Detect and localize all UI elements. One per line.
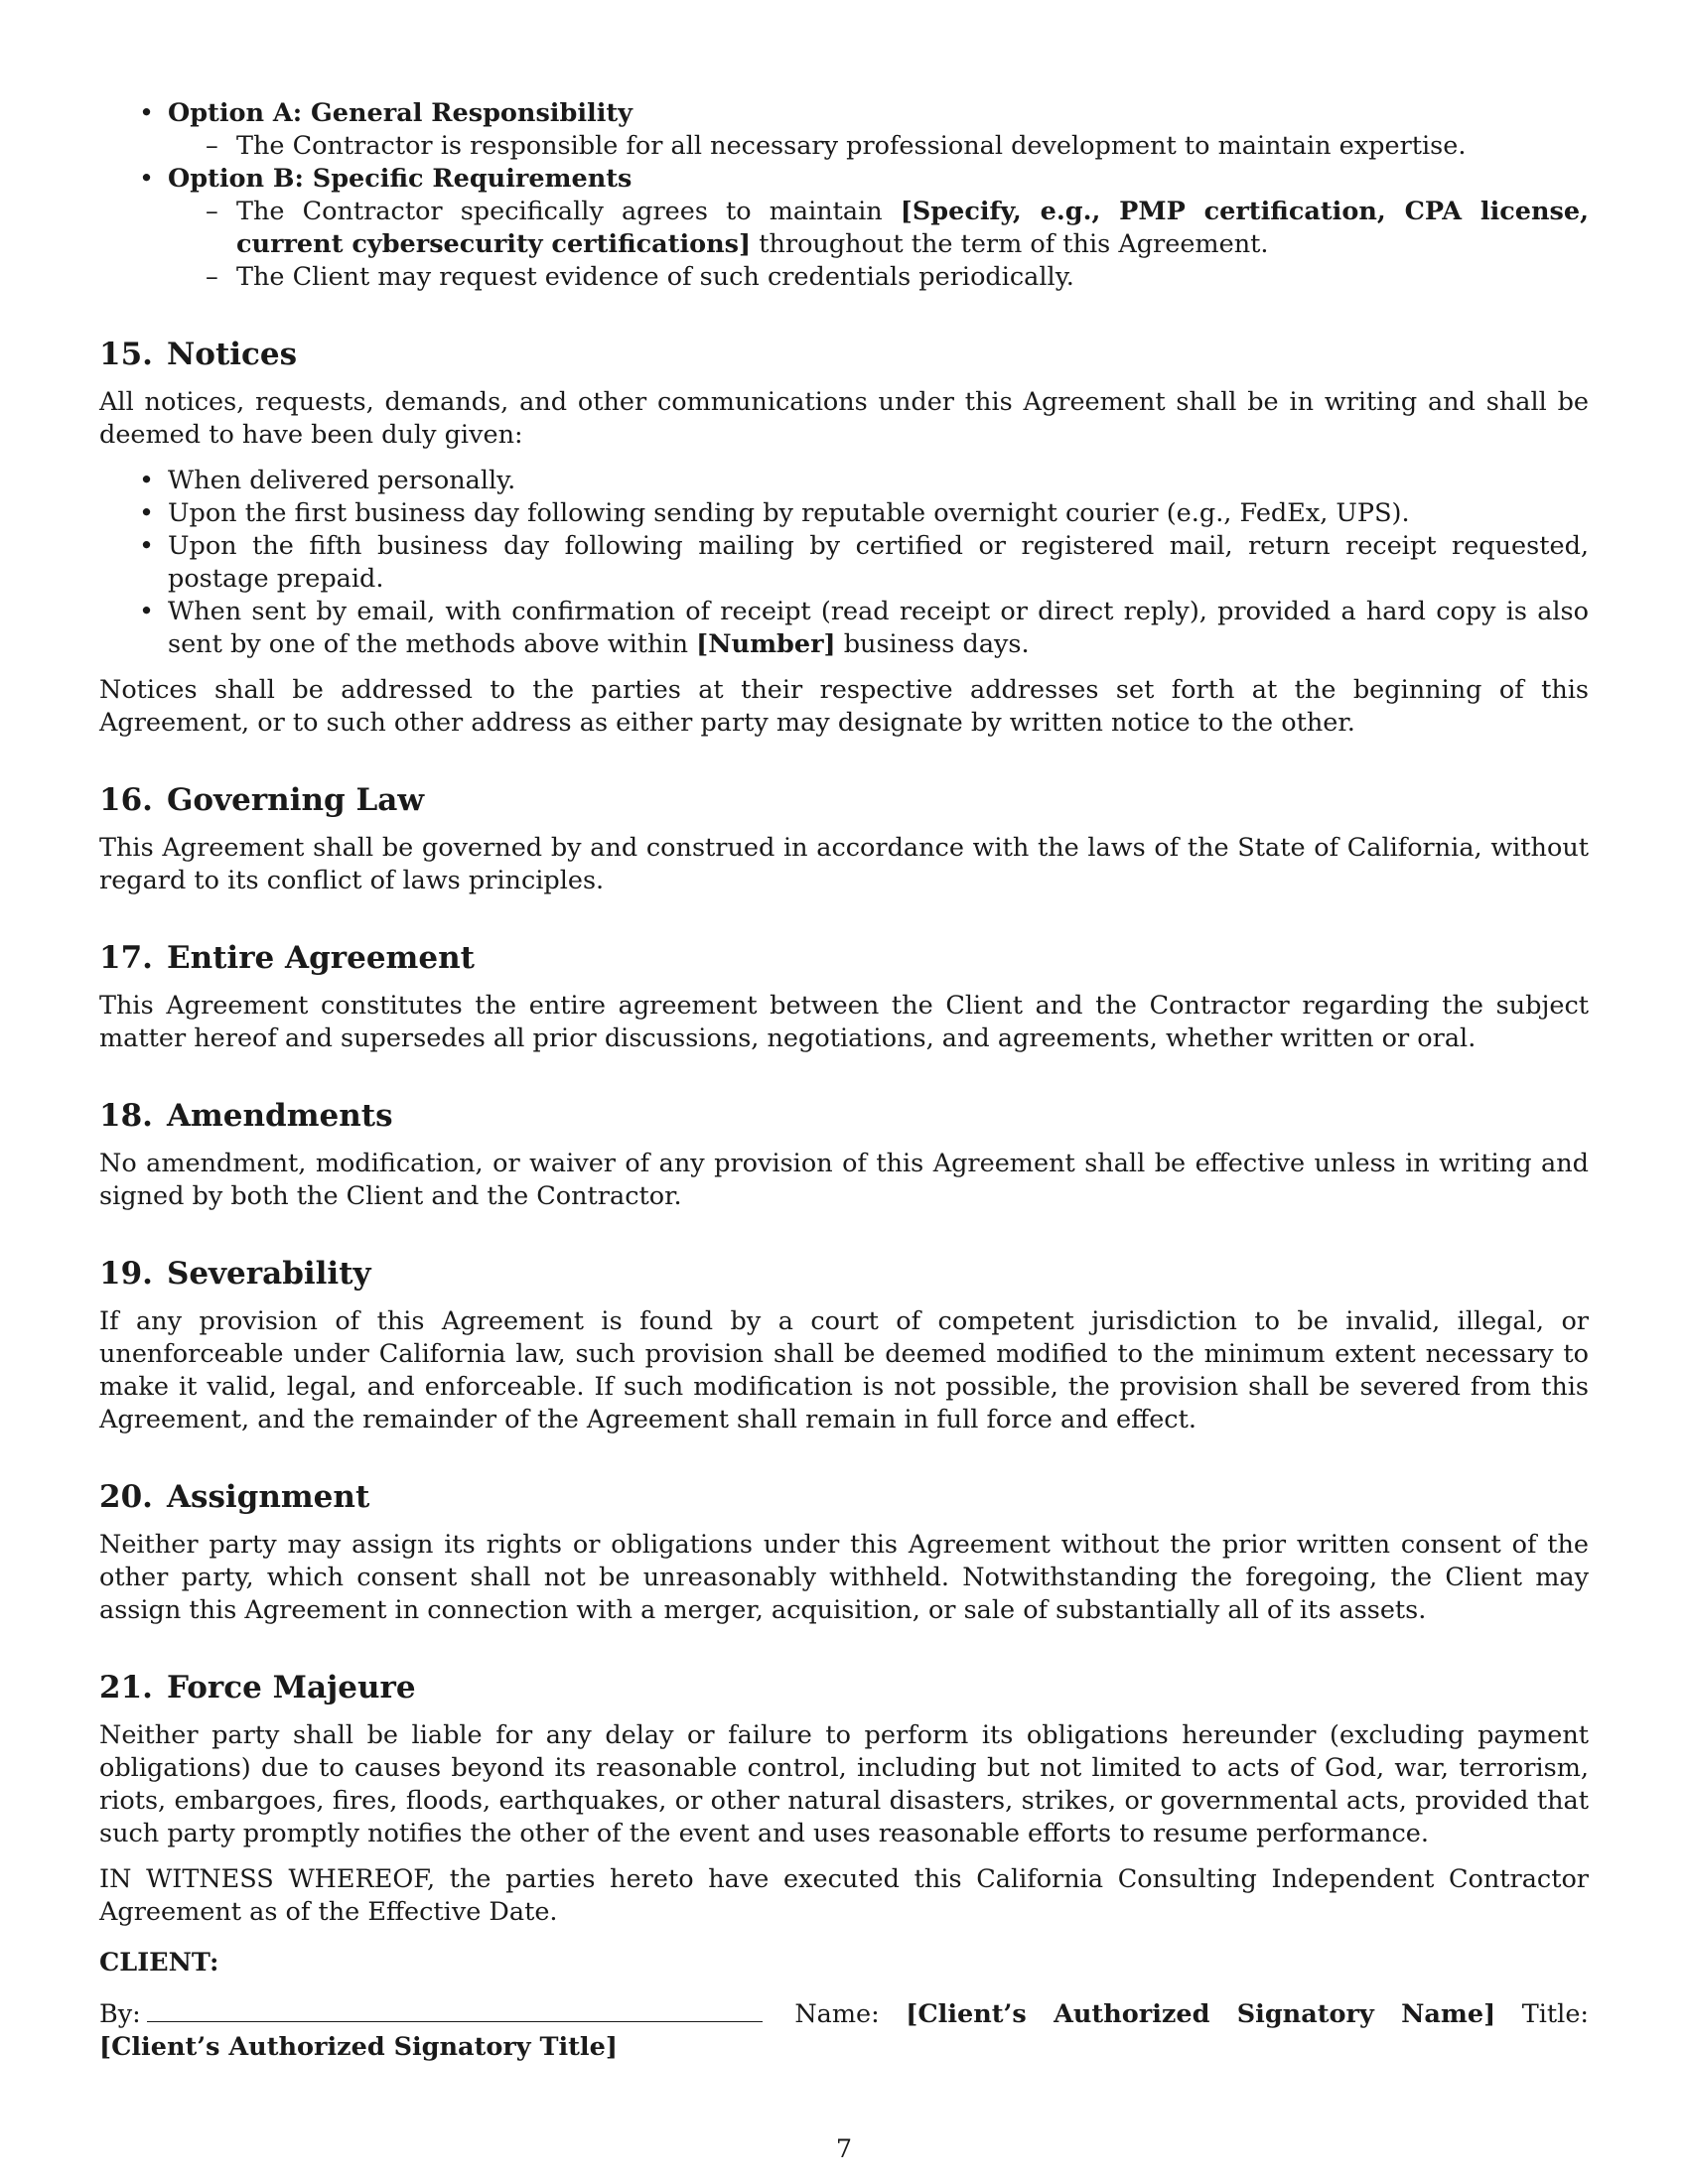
section-title: Assignment: [166, 1479, 370, 1515]
option-b-title: Option B: Specific Requirements: [168, 164, 633, 194]
section-number: 21.: [99, 1670, 153, 1706]
section-title: Notices: [166, 337, 298, 372]
option-a: [99, 97, 1589, 163]
notices-list: [99, 465, 1589, 661]
list-item: [99, 596, 1589, 661]
section-number: 16.: [99, 782, 153, 818]
section-15-heading: [99, 336, 1589, 373]
option-b-item-2: – The Client may request evidence of such credentials periodically.: [168, 261, 1589, 294]
option-b-item-1: [168, 196, 1589, 261]
signatory-name-placeholder: [Client’s Authorized Signatory Name]: [906, 1999, 1496, 2029]
section-number: 20.: [99, 1479, 153, 1515]
section-17-heading: [99, 939, 1589, 977]
section-20-body: Neither party may assign its rights or obligations under this Agreement without the prior written consent of the other party, which consent shall not be unreasonably withheld. Notwithstanding the foregoing, the Client may assign this Agreement in connection with a merger, acquisition, or sale of substantially all of its assets.: [99, 1530, 1589, 1625]
section-number: 15.: [99, 337, 153, 372]
section-17-body: This Agreement constitutes the entire agreement between the Client and the Contractor regarding the subject matter hereof and supersedes all prior discussions, negotiations, and agreements, whether written or oral.: [99, 991, 1589, 1053]
signatory-title-placeholder: [Client’s Authorized Signatory Title]: [99, 2032, 618, 2062]
option-a-title: Option A: General Responsibility: [168, 98, 633, 128]
option-b-placeholder: [Specify, e.g., PMP certification, CPA license, current cybersecurity certifications]: [236, 197, 1590, 259]
signature-block: [99, 1997, 1589, 2064]
option-b-sublist: [168, 196, 1589, 294]
section-16-body: This Agreement shall be governed by and construed in accordance with the laws of the State of California, without regard to its conflict of laws principles.: [99, 833, 1589, 895]
section-title: Entire Agreement: [166, 940, 475, 976]
section-19-heading: [99, 1255, 1589, 1293]
section-18-body: No amendment, modification, or waiver of any provision of this Agreement shall be effective unless in writing and signed by both the Client and the Contractor.: [99, 1149, 1589, 1211]
option-b-item-1-text-end: throughout the term of this Agreement.: [751, 229, 1269, 259]
section-number: 19.: [99, 1256, 153, 1292]
section-16-heading: [99, 781, 1589, 819]
option-b: [99, 163, 1589, 294]
by-label: By:: [99, 1999, 141, 2029]
list-item-text-end: business days.: [835, 629, 1030, 659]
list-item-text: When sent by email, with confirmation of receipt (read receipt or direct reply), provided a hard copy is also sent by one of the methods above within: [168, 597, 1589, 659]
document-page: [99, 97, 1589, 2064]
title-label: Title:: [1521, 1999, 1590, 2029]
option-a-sublist: [168, 130, 1589, 163]
section-21-heading: [99, 1669, 1589, 1706]
section-title: Amendments: [166, 1098, 393, 1134]
section-15-intro: All notices, requests, demands, and other communications under this Agreement shall be in writing and shall be deemed to have been duly given:: [99, 387, 1589, 450]
section14-options-list: [99, 97, 1589, 294]
section-number: 18.: [99, 1098, 153, 1134]
list-item: • When delivered personally.: [99, 465, 1589, 497]
section-20-heading: [99, 1478, 1589, 1516]
list-item: • Upon the fifth business day following mailing by certified or registered mail, return receipt requested, postage prepaid.: [99, 530, 1589, 596]
signature-line[interactable]: [147, 1997, 763, 2022]
section-title: Governing Law: [166, 782, 425, 818]
witness-clause: IN WITNESS WHEREOF, the parties hereto have executed this California Consulting Independent Contractor Agreement as of the Effective Date.: [99, 1864, 1589, 1927]
option-b-item-1-text: The Contractor specifically agrees to maintain: [236, 197, 901, 226]
name-label: Name:: [794, 1999, 880, 2029]
number-placeholder: [Number]: [696, 629, 836, 659]
client-label: CLIENT:: [99, 1948, 219, 1978]
section-number: 17.: [99, 940, 153, 976]
page-number: 7: [835, 2134, 853, 2164]
section-15-closing: Notices shall be addressed to the parties at their respective addresses set forth at the beginning of this Agreement, or to such other address as either party may designate by written notice to the other.: [99, 675, 1589, 738]
section-21-body: Neither party shall be liable for any delay or failure to perform its obligations hereunder (excluding payment obligations) due to causes beyond its reasonable control, including but not limited to acts of God, war, terrorism, riots, embargoes, fires, floods, earthquakes, or other natural disasters, strikes, or governmental acts, provided that such party promptly notifies the other of the event and uses reasonable efforts to resume performance.: [99, 1720, 1589, 1848]
section-title: Severability: [166, 1256, 371, 1292]
section-19-body: If any provision of this Agreement is found by a court of competent jurisdiction to be invalid, illegal, or unenforceable under California law, such provision shall be deemed modified to the minimum extent necessary to make it valid, legal, and enforceable. If such modification is not possible, the provision shall be severed from this Agreement, and the remainder of the Agreement shall remain in full force and effect.: [99, 1306, 1589, 1434]
list-item: • Upon the first business day following sending by reputable overnight courier (e.g., FedEx, UPS).: [99, 497, 1589, 530]
section-title: Force Majeure: [166, 1670, 416, 1706]
option-a-item: – The Contractor is responsible for all necessary professional development to maintain expertise.: [168, 130, 1589, 163]
section-18-heading: [99, 1097, 1589, 1135]
